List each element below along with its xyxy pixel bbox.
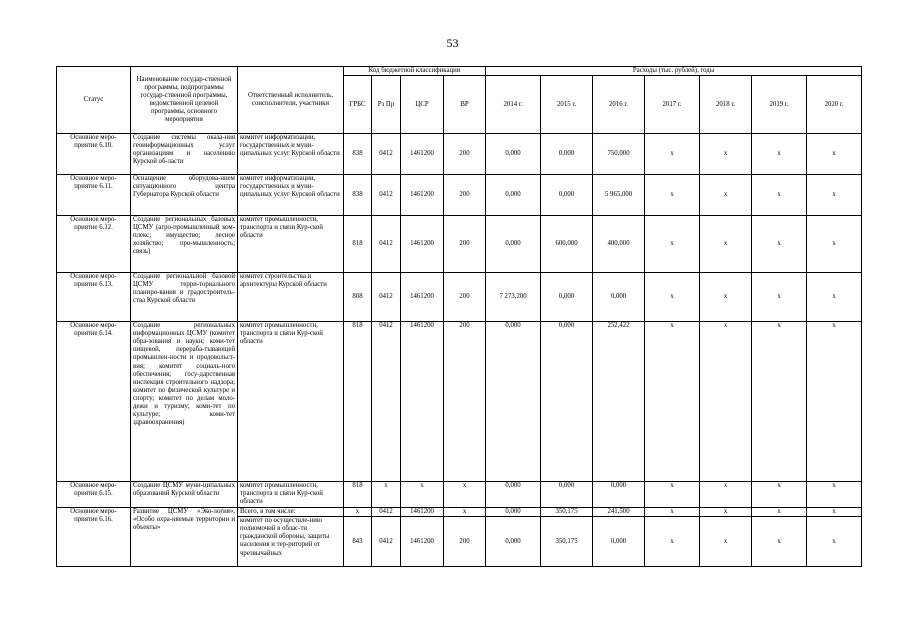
program-name-cell: Оснащение оборудова-нием ситуационного центра Губернатора Курской области <box>131 175 238 216</box>
header-year-2016: 2016 г. <box>593 76 645 134</box>
code-rzpr-cell: 0412 <box>372 517 401 567</box>
code-rzpr-cell: 0412 <box>372 322 401 482</box>
executor-cell: комитет промышленности, транспорта и связи Кур-ской области <box>238 216 344 273</box>
value-2018-cell: x <box>700 482 752 508</box>
table-row-6-16-total <box>57 508 862 517</box>
value-2018-cell: x <box>700 175 752 216</box>
table-row <box>57 482 862 508</box>
value-2018-cell: x <box>700 322 752 482</box>
value-2018-cell: x <box>700 508 752 517</box>
header-code-grbs: ГРБС <box>344 76 372 134</box>
value-2019-cell: x <box>752 273 807 322</box>
code-vr-cell: 200 <box>444 216 486 273</box>
header-program: Наименование государ-ственной программы, подпрограммы государ-ственной программы, ведомственной целевой программы, основного мероприятия <box>131 67 238 134</box>
value-2015-cell: 0,000 <box>541 175 593 216</box>
header-executor: Ответственный исполнитель, соисполнители, участники <box>238 67 344 134</box>
value-2017-cell: x <box>645 134 700 175</box>
value-2016-cell: 0,000 <box>593 482 645 508</box>
value-2020-cell: x <box>807 508 862 517</box>
value-2018-cell: x <box>700 134 752 175</box>
program-name-cell: Создание региональных информационных ЦСМУ (комитет обра-зования и науки; коми-тет пищевой, перераба-тывающей промышлен-ности и продовольст-вия; комитет социаль-ного обеспечения; госу-дарственная инспекция строительного надзора; комитет по физической культуре и спорту; комитет по делам моло-дежи и туризму; коми-тет по культуре; коми-тет здравоохранения) <box>131 322 238 482</box>
program-name-cell: Создание региональной базовой ЦСМУ терри-ториального планиро-вания и градостроитель-ства Курской области <box>131 273 238 322</box>
code-vr-cell: 200 <box>444 322 486 482</box>
value-2015-cell: 0,000 <box>541 134 593 175</box>
code-csr-cell: 1461200 <box>401 517 444 567</box>
table-row <box>57 273 862 322</box>
value-2018-cell: x <box>700 273 752 322</box>
code-vr-cell: x <box>444 508 486 517</box>
value-2016-cell: 750,000 <box>593 134 645 175</box>
value-2014-cell: 0,000 <box>486 216 541 273</box>
code-rzpr-cell: x <box>372 482 401 508</box>
executor-cell: комитет по осуществле-нию полномочий в облас-ти гражданской обороны, защиты населения и тер-риторий от чрезвычайных <box>238 517 344 567</box>
header-status: Статус <box>57 67 131 134</box>
program-name-cell: Создание региональных базовых ЦСМУ (агро-промышленный ком-плекс; имущество; лесное хозяйство; про-мышленность; связь) <box>131 216 238 273</box>
code-csr-cell: x <box>401 482 444 508</box>
value-2019-cell: x <box>752 517 807 567</box>
executor-cell: комитет информатизации, государственных и муни-ципальных услуг Курской области <box>238 134 344 175</box>
header-year-2018: 2018 г. <box>700 76 752 134</box>
executor-cell: комитет промышленности, транспорта и связи Кур-ской области <box>238 322 344 482</box>
value-2014-cell: 0,000 <box>486 482 541 508</box>
code-grbs-cell: 818 <box>344 482 372 508</box>
value-2014-cell: 0,000 <box>486 508 541 517</box>
status-cell: Основное меро-приятие 6.12. <box>57 216 131 273</box>
page-number: 53 <box>446 36 459 50</box>
status-cell: Основное меро-приятие 6.15. <box>57 482 131 508</box>
value-2020-cell: x <box>807 322 862 482</box>
program-name-cell: Развитие ЦСМУ «Эко-логия», «Особо охра-няемые территории и объекты» <box>131 508 238 567</box>
header-budget-code: Код бюджетной классификации <box>344 67 486 76</box>
value-2017-cell: x <box>645 322 700 482</box>
value-2017-cell: x <box>645 482 700 508</box>
value-2014-cell: 0,000 <box>486 134 541 175</box>
table-row <box>57 216 862 273</box>
value-2020-cell: x <box>807 134 862 175</box>
value-2019-cell: x <box>752 175 807 216</box>
value-2019-cell: x <box>752 322 807 482</box>
value-2020-cell: x <box>807 216 862 273</box>
code-grbs-cell: x <box>344 508 372 517</box>
header-year-2017: 2017 г. <box>645 76 700 134</box>
value-2017-cell: x <box>645 175 700 216</box>
value-2016-cell: 241,500 <box>593 508 645 517</box>
value-2020-cell: x <box>807 517 862 567</box>
table-row <box>57 175 862 216</box>
code-vr-cell: 200 <box>444 175 486 216</box>
code-grbs-cell: 838 <box>344 134 372 175</box>
value-2020-cell: x <box>807 482 862 508</box>
value-2017-cell: x <box>645 216 700 273</box>
status-cell: Основное меро-приятие 6.16. <box>57 508 131 567</box>
value-2014-cell: 7 273,200 <box>486 273 541 322</box>
value-2019-cell: x <box>752 216 807 273</box>
value-2018-cell: x <box>700 517 752 567</box>
code-vr-cell: 200 <box>444 517 486 567</box>
executor-cell: комитет промышленности, транспорта и связи Кур-ской области <box>238 482 344 508</box>
status-cell: Основное меро-приятие 6.14. <box>57 322 131 482</box>
program-name-cell: Создание системы оказа-ния геоинформационных услуг организациям и населению Курской об-ласти <box>131 134 238 175</box>
status-cell: Основное меро-приятие 6.10. <box>57 134 131 175</box>
code-csr-cell: 1461200 <box>401 175 444 216</box>
header-year-2014: 2014 г. <box>486 76 541 134</box>
executor-cell: Всего, в том числе: <box>238 508 344 517</box>
code-vr-cell: 200 <box>444 273 486 322</box>
value-2015-cell: 0,000 <box>541 482 593 508</box>
program-name-cell: Создание ЦСМУ муни-ципальных образований Курской области <box>131 482 238 508</box>
header-code-vr: ВР <box>444 76 486 134</box>
value-2014-cell: 0,000 <box>486 517 541 567</box>
table-row <box>57 322 862 482</box>
value-2016-cell: 0,000 <box>593 273 645 322</box>
value-2014-cell: 0,000 <box>486 322 541 482</box>
expenses-table <box>56 66 862 567</box>
code-grbs-cell: 818 <box>344 216 372 273</box>
table-row <box>57 134 862 175</box>
value-2020-cell: x <box>807 273 862 322</box>
code-grbs-cell: 818 <box>344 322 372 482</box>
header-year-2019: 2019 г. <box>752 76 807 134</box>
code-csr-cell: 1461200 <box>401 216 444 273</box>
header-code-csr: ЦСР <box>401 76 444 134</box>
code-csr-cell: 1461200 <box>401 273 444 322</box>
value-2017-cell: x <box>645 273 700 322</box>
value-2017-cell: x <box>645 508 700 517</box>
status-cell: Основное меро-приятие 6.13. <box>57 273 131 322</box>
code-grbs-cell: 838 <box>344 175 372 216</box>
value-2020-cell: x <box>807 175 862 216</box>
code-grbs-cell: 843 <box>344 517 372 567</box>
value-2018-cell: x <box>700 216 752 273</box>
value-2014-cell: 0,000 <box>486 175 541 216</box>
value-2016-cell: 400,000 <box>593 216 645 273</box>
header-year-2020: 2020 г. <box>807 76 862 134</box>
code-rzpr-cell: 0412 <box>372 216 401 273</box>
value-2016-cell: 0,000 <box>593 517 645 567</box>
header-code-rzpr: Рз Пр <box>372 76 401 134</box>
value-2016-cell: 5 965,000 <box>593 175 645 216</box>
code-csr-cell: 1461200 <box>401 134 444 175</box>
value-2017-cell: x <box>645 517 700 567</box>
code-rzpr-cell: 0412 <box>372 508 401 517</box>
value-2015-cell: 350,175 <box>541 517 593 567</box>
status-cell: Основное меро-приятие 6.11. <box>57 175 131 216</box>
value-2019-cell: x <box>752 482 807 508</box>
value-2015-cell: 600,000 <box>541 216 593 273</box>
executor-cell: комитет строительства и архитектуры Курской области <box>238 273 344 322</box>
value-2015-cell: 0,000 <box>541 322 593 482</box>
executor-cell: комитет информатизации, государственных и муни-ципальных услуг Курской области <box>238 175 344 216</box>
code-csr-cell: 1461200 <box>401 508 444 517</box>
code-rzpr-cell: 0412 <box>372 134 401 175</box>
code-vr-cell: 200 <box>444 134 486 175</box>
value-2015-cell: 350,175 <box>541 508 593 517</box>
code-grbs-cell: 808 <box>344 273 372 322</box>
code-rzpr-cell: 0412 <box>372 175 401 216</box>
header-year-2015: 2015 г. <box>541 76 593 134</box>
header-expenses: Расходы (тыс. рублей), годы <box>486 67 862 76</box>
code-vr-cell: x <box>444 482 486 508</box>
value-2015-cell: 0,000 <box>541 273 593 322</box>
code-csr-cell: 1461200 <box>401 322 444 482</box>
value-2016-cell: 252,422 <box>593 322 645 482</box>
code-rzpr-cell: 0412 <box>372 273 401 322</box>
value-2019-cell: x <box>752 508 807 517</box>
value-2019-cell: x <box>752 134 807 175</box>
